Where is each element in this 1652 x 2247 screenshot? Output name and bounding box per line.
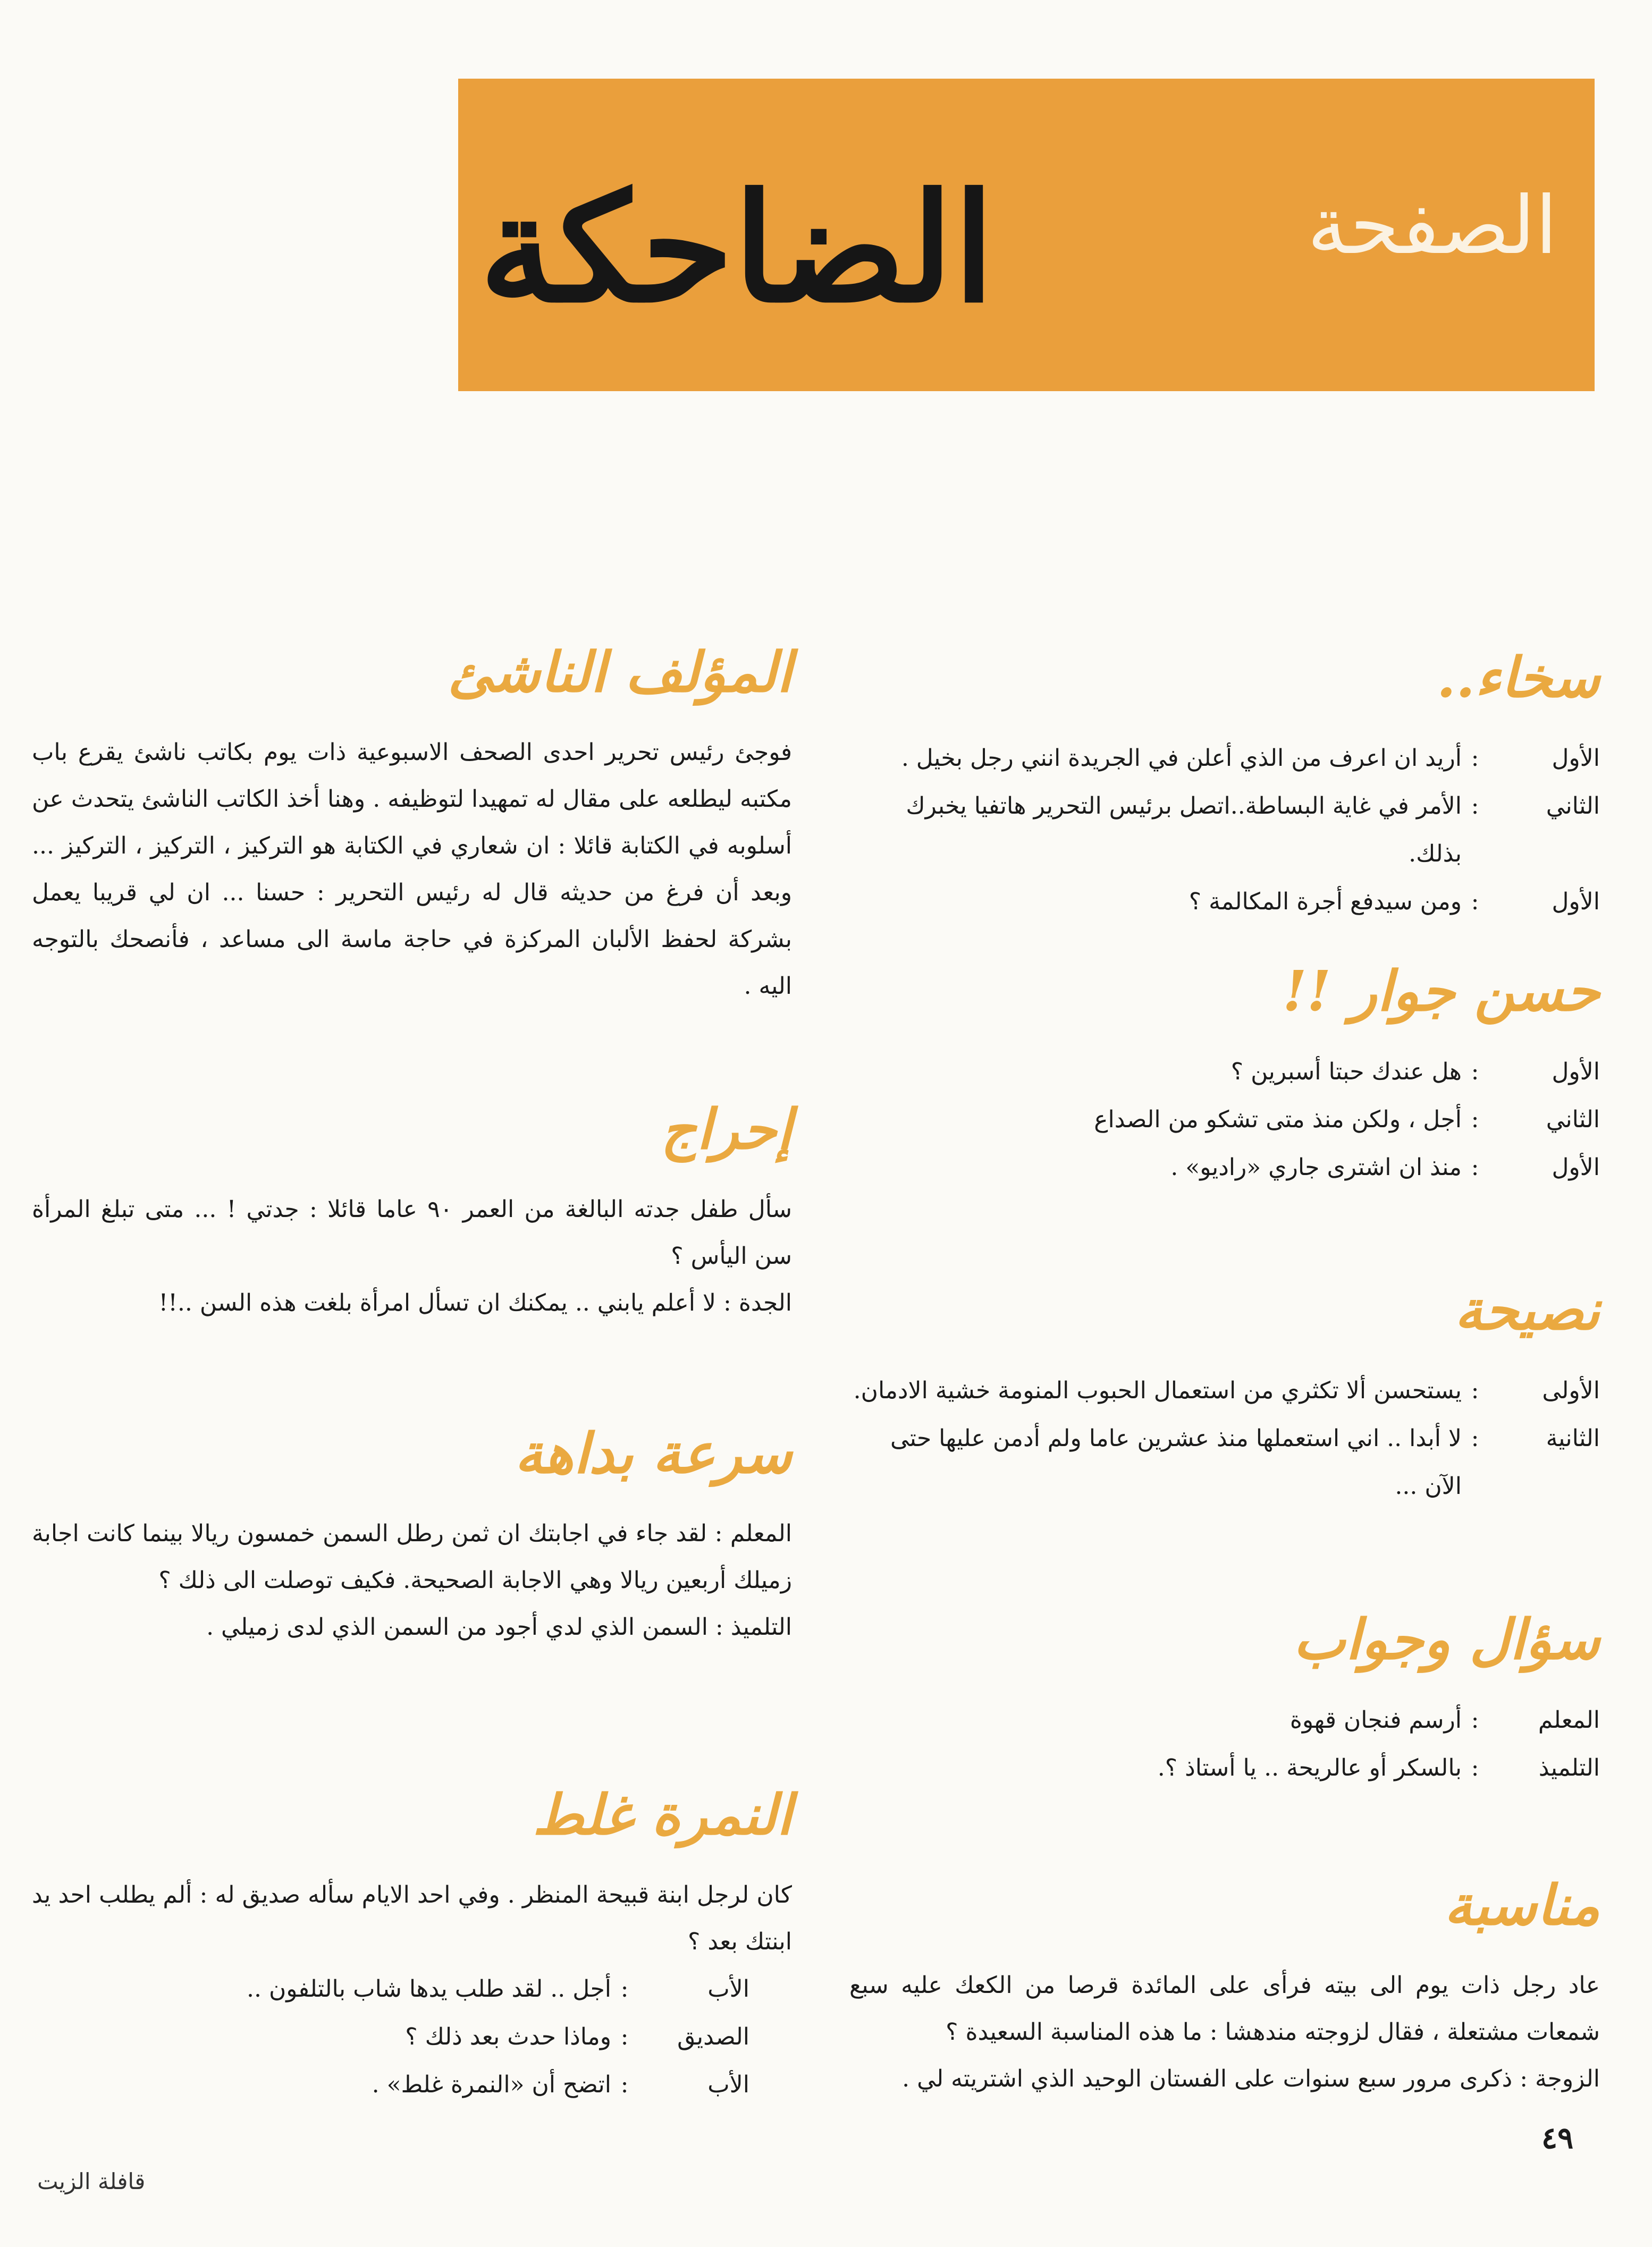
line-text: ومن سيدفع أجرة المكالمة ؟	[1189, 888, 1462, 915]
line-text: يستحسن ألا تكثري من استعمال الحبوب المنومة خشية الادمان.	[853, 1377, 1462, 1404]
line-text: أريد ان اعرف من الذي أعلن في الجريدة انني رجل بخيل .	[901, 745, 1462, 772]
section-heading: سؤال وجواب	[1293, 1607, 1600, 1672]
line-text: أجل ، ولكن منذ متى تشكو من الصداع	[1094, 1106, 1462, 1133]
dialogue-line	[32, 2013, 749, 2061]
speaker: التلميذ	[1538, 1754, 1600, 1781]
colon: :	[620, 2023, 629, 2050]
section-body: سأل طفل جدته البالغة من العمر ٩٠ عاما قائلا : جدتي ! ... متى تبلغ المرأة سن اليأس ؟	[32, 1196, 793, 1270]
section-heading: سرعة بداهة	[515, 1421, 792, 1486]
dialogue	[849, 1696, 1600, 1792]
colon: :	[1471, 1377, 1479, 1404]
title-banner	[458, 79, 1595, 391]
colon: :	[1471, 1058, 1479, 1085]
dialogue-line	[849, 1744, 1600, 1792]
dialogue	[849, 734, 1600, 926]
section-heading: المؤلف الناشئ	[448, 639, 792, 705]
section-muallif	[32, 638, 792, 1010]
section-sura-badaha	[32, 1419, 792, 1651]
colon: :	[1471, 745, 1479, 772]
section-body: فوجئ رئيس تحرير احدى الصحف الاسبوعية ذات يوم بكاتب ناشئ يقرع باب مكتبه ليطلعه على مقال له تمهيدا لتوظيفه . وهنا أخذ الكاتب الناشئ يتحدث عن أسلوبه في الكتابة قائلا : ان شعاري في الكتابة هو التركيز ، التركيز ، التركيز ... وبعد أن فرغ من حديثه قال له رئيس التحرير : حسنا ... ان لي قريبا يعمل بشركة لحفظ الألبان المركزة في حاجة ماسة الى مساعد ، فأنصحك بالتوجه اليه .	[32, 739, 792, 1000]
section-heading: مناسبة	[1444, 1872, 1600, 1938]
line-text: بالسكر أو عالريحة .. يا أستاذ ؟.	[1157, 1754, 1462, 1781]
line-text: هل عندك حبتا أسبرين ؟	[1230, 1058, 1462, 1085]
speaker: الأب	[707, 1975, 749, 2003]
section-heading: نصيحة	[1454, 1277, 1600, 1342]
page-number: ٤٩	[1541, 2121, 1574, 2156]
section-reply: الجدة : لا أعلم يابني .. يمكنك ان تسأل امرأة بلغت هذه السن ..!!	[158, 1289, 792, 1316]
colon: :	[1471, 888, 1479, 915]
dialogue-line	[849, 782, 1600, 878]
line-text: الأمر في غاية البساطة..اتصل برئيس التحرير هاتفيا يخبرك بذلك.	[906, 792, 1462, 867]
section-heading: سخاء..	[1436, 645, 1600, 710]
speaker: الأول	[1552, 1058, 1600, 1085]
section-body: كان لرجل ابنة قبيحة المنظر . وفي احد الايام سأله صديق له : ألم يطلب احد يد ابنتك بعد ؟	[32, 1881, 792, 1955]
section-body: عاد رجل ذات يوم الى بيته فرأى على المائدة قرصا من الكعك عليه سبع شمعات مشتعلة ، فقال لزوجته مندهشا : ما هذه المناسبة السعيدة ؟	[849, 1972, 1600, 2046]
magazine-name: قافلة الزيت	[37, 2168, 146, 2194]
section-ihraj	[32, 1095, 792, 1327]
dialogue-line	[32, 1965, 749, 2013]
colon: :	[620, 2071, 629, 2098]
dialogue	[849, 1048, 1600, 1192]
speaker: الأولى	[1542, 1377, 1600, 1404]
speaker: الأول	[1552, 888, 1600, 915]
line-text: وماذا حدث بعد ذلك ؟	[405, 2023, 611, 2050]
line-text: أجل .. لقد طلب يدها شاب بالتلفون ..	[247, 1975, 611, 2003]
title-big: الضاحكة	[479, 161, 995, 336]
line-text: أرسم فنجان قهوة	[1289, 1707, 1462, 1734]
colon: :	[1471, 1707, 1479, 1734]
colon: :	[1471, 1154, 1479, 1181]
speaker: الثاني	[1546, 1106, 1600, 1133]
speaker: المعلم	[1538, 1707, 1600, 1734]
section-munasaba	[849, 1871, 1600, 2102]
dialogue-line	[32, 2061, 749, 2109]
colon: :	[1471, 792, 1479, 820]
section-sual-wa-jawab	[849, 1605, 1600, 1792]
dialogue-line	[849, 1696, 1600, 1744]
dialogue-line	[849, 878, 1600, 926]
speaker: الأول	[1552, 745, 1600, 772]
section-nasiha	[849, 1275, 1600, 1510]
title-small: الصفحة	[1307, 180, 1557, 272]
dialogue-line	[849, 1096, 1600, 1144]
section-sakha	[849, 643, 1600, 926]
dialogue-line	[849, 1415, 1600, 1510]
colon: :	[1471, 1425, 1479, 1452]
speaker: الأول	[1552, 1154, 1600, 1181]
line-text: لا أبدا .. اني استعملها منذ عشرين عاما ولم أدمن عليها حتى الآن ...	[890, 1425, 1462, 1500]
section-heading: حسن جوار !!	[1282, 958, 1600, 1024]
line-text: اتضح أن «النمرة غلط» .	[372, 2071, 611, 2098]
colon: :	[1471, 1754, 1479, 1781]
section-husn-jiwar	[849, 957, 1600, 1192]
speaker: الثانية	[1546, 1425, 1600, 1452]
line-text: منذ ان اشترى جاري «راديو» .	[1170, 1154, 1462, 1181]
section-reply: الزوجة : ذكرى مرور سبع سنوات على الفستان الوحيد الذي اشتريته لي .	[902, 2065, 1600, 2092]
dialogue	[849, 1367, 1600, 1510]
dialogue	[32, 1965, 792, 2109]
section-reply: التلميذ : السمن الذي لدي أجود من السمن الذي لدى زميلي .	[206, 1614, 792, 1641]
dialogue-line	[849, 1048, 1600, 1096]
section-heading: النمرة غلط	[533, 1782, 792, 1847]
speaker: الثاني	[1546, 792, 1600, 820]
speaker: الأب	[707, 2071, 749, 2098]
colon: :	[1471, 1106, 1479, 1133]
speaker: الصديق	[677, 2023, 749, 2050]
dialogue-line	[849, 734, 1600, 782]
section-heading: إحراج	[661, 1096, 792, 1162]
section-namra-ghalat	[32, 1780, 792, 2109]
dialogue-line	[849, 1367, 1600, 1415]
section-body: المعلم : لقد جاء في اجابتك ان ثمن رطل السمن خمسون ريالا بينما كانت اجابة زميلك أربعين ريالا وهي الاجابة الصحيحة. فكيف توصلت الى ذلك ؟	[32, 1520, 792, 1594]
colon: :	[620, 1975, 629, 2003]
dialogue-line	[849, 1144, 1600, 1192]
